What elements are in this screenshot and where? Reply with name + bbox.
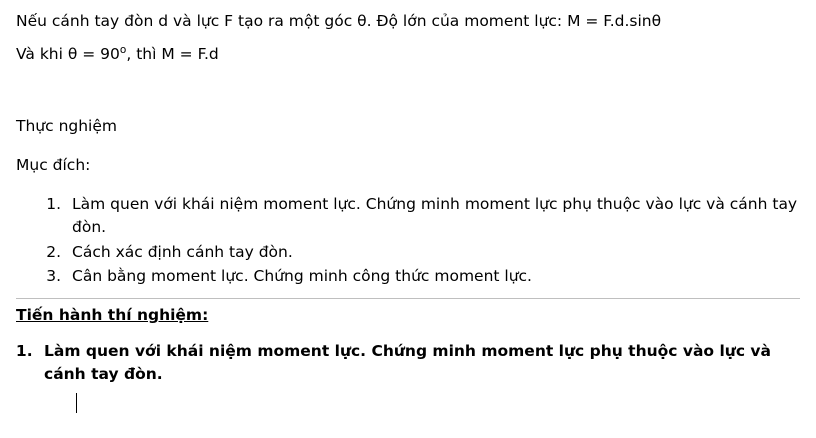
procedure-steps-list [16,340,800,387]
text-cursor[interactable] [76,393,77,413]
intro-paragraph-1: Nếu cánh tay đòn d và lực F tạo ra một góc θ. Độ lớn của moment lực: M = F.d.sinθ [16,12,662,30]
list-item: 1. Làm quen với khái niệm moment lực. Chứng minh moment lực phụ thuộc vào lực và cánh tay đòn. [66,193,800,240]
list-item: 3. Cân bằng moment lực. Chứng minh công thức moment lực. [66,265,800,288]
paragraph-spacer [16,81,800,115]
purpose-label: Mục đích: [16,155,91,174]
objectives-list [16,193,800,288]
section-title: Thực nghiệm [16,116,117,135]
intro-paragraph-2-suffix: , thì M = F.d [126,45,219,64]
list-item: 1. Làm quen với khái niệm moment lực. Chứng minh moment lực phụ thuộc vào lực và cánh tay đòn. [38,340,800,387]
procedure-heading: Tiến hành thí nghiệm: [16,306,209,324]
section-divider [16,298,800,299]
degree-superscript: o [119,44,127,57]
intro-paragraph-2 [16,43,800,66]
list-item: 2. Cách xác định cánh tay đòn. [66,241,800,264]
intro-paragraph-2-prefix: Và khi θ = 90 [16,45,120,64]
